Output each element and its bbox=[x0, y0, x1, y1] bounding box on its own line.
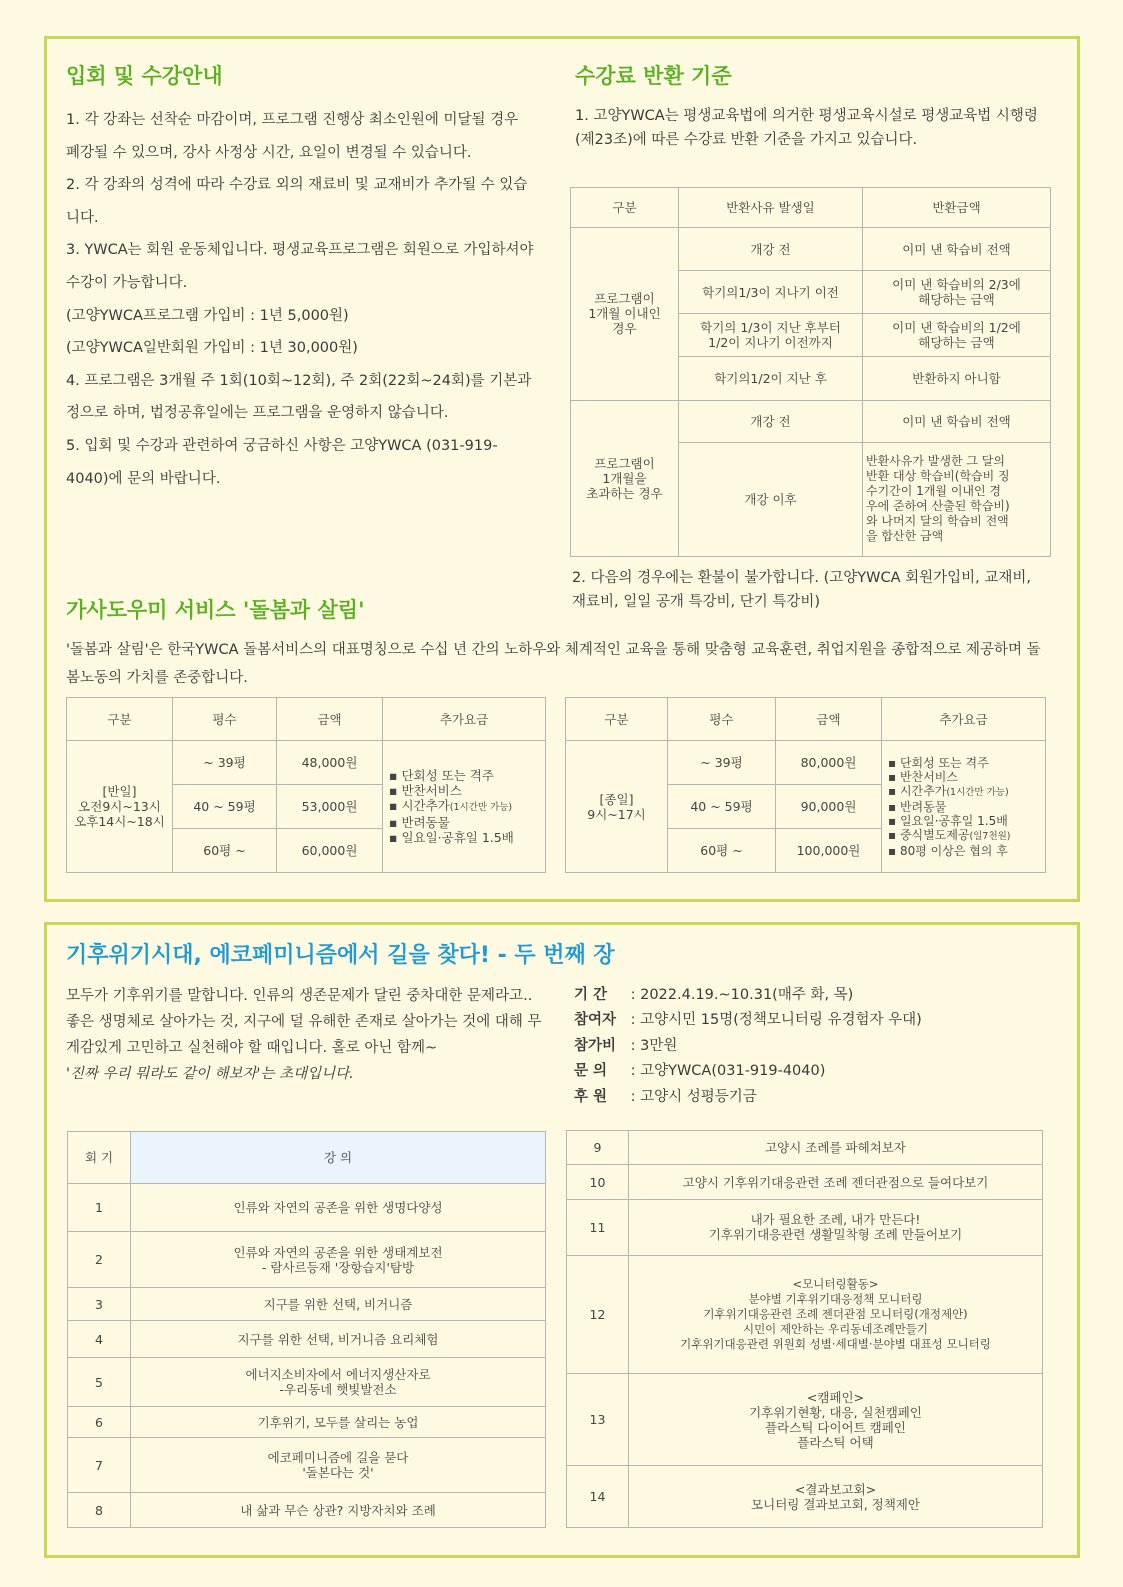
table-cell: 개강 전 bbox=[679, 400, 863, 442]
table-cell: 반환하지 아니함 bbox=[863, 357, 1051, 400]
table-cell: 이미 낸 학습비 전액 bbox=[863, 400, 1051, 442]
refund-intro: 1. 고양YWCA는 평생교육법에 의거한 평생교육시설로 평생교육법 시행령(제23조)에 따른 수강료 반환 기준을 가지고 있습니다. bbox=[575, 108, 1038, 148]
table-cell: 인류와 자연의 공존을 위한 생명다양성 bbox=[131, 1184, 546, 1232]
table-cell: 내 삶과 무슨 상관? 지방자치와 조례 bbox=[131, 1493, 546, 1528]
climate-desc-text: 모두가 기후위기를 말합니다. 인류의 생존문제가 달린 중차대한 문제라고.. 좋은 생명체로 살아가는 것, 지구에 덜 유해한 존재로 살아가는 것에 대해 무게감있게 고민하고 실천해야 할 때입니다. 홀로 아닌 함께~ bbox=[66, 988, 542, 1056]
service-category: [반일] 오전9시~13시 오후14시~18시 bbox=[67, 741, 173, 873]
extra-fee: 80평 이상은 협의 후 bbox=[899, 843, 1008, 858]
table-cell: <캠페인> 기후위기현황, 대응, 실천캠페인 플라스틱 다이어트 캠페인 플라스틱 어택 bbox=[629, 1374, 1043, 1466]
table-header: 반환사유 발생일 bbox=[679, 188, 863, 228]
table-cell: 개강 이후 bbox=[679, 442, 863, 556]
enrollment-item: 5. 입회 및 수강과 관련하여 궁금하신 사항은 고양YWCA (031-919-4040)에 문의 바랍니다. bbox=[66, 437, 498, 487]
extra-fee: 반찬서비스 bbox=[401, 783, 462, 798]
refund-group: 프로그램이 1개월을 초과하는 경우 bbox=[571, 400, 679, 556]
table-header: 추가요금 bbox=[882, 698, 1046, 741]
housekeeping-title: 가사도우미 서비스 '돌봄과 살림' bbox=[66, 598, 365, 622]
enrollment-title: 입회 및 수강안내 bbox=[66, 64, 223, 88]
table-cell: 6 bbox=[68, 1407, 131, 1438]
table-header: 반환금액 bbox=[863, 188, 1051, 228]
table-header: 금액 bbox=[776, 698, 882, 741]
table-cell: 지구를 위한 선택, 비거니즘 bbox=[131, 1288, 546, 1321]
housekeeping-desc: '돌봄과 살림'은 한국YWCA 돌봄서비스의 대표명칭으로 수십 년 간의 노하우와 체계적인 교육을 통해 맞춤형 교육훈련, 취업지원을 종합적으로 제공하며 돌봄노동의 가치를 존중합니다. bbox=[66, 642, 1041, 686]
enrollment-item: 4. 프로그램은 3개월 주 1회(10회~12회), 주 2회(22회~24회)를 기본과정으로 하며, 법정공휴일에는 프로그램을 운영하지 않습니다. bbox=[66, 372, 532, 422]
table-cell: 40 ~ 59평 bbox=[173, 785, 277, 829]
table-cell: 100,000원 bbox=[776, 829, 882, 873]
table-cell: 14 bbox=[567, 1466, 629, 1528]
lecture-table-left bbox=[67, 1131, 546, 1528]
extra-fees-list: ▪ 단회성 또는 격주 ▪ 반찬서비스 ▪ 시간추가(1시간만 가능) ▪ 반려동물 ▪ 일요일·공휴일 1.5배 bbox=[383, 741, 546, 873]
enrollment-item: 3. YWCA는 회원 운동체입니다. 평생교육프로그램은 회원으로 가입하셔야 수강이 가능합니다. bbox=[66, 242, 534, 291]
extra-fee: 반려동물 bbox=[401, 815, 450, 830]
table-header: 구분 bbox=[67, 698, 173, 741]
table-header: 금액 bbox=[277, 698, 383, 741]
info-row-contact: 문 의 : 고양YWCA(031-919-4040) bbox=[574, 1063, 826, 1079]
info-row-sponsor: 후 원 : 고양시 성평등기금 bbox=[574, 1089, 757, 1105]
table-cell: 고양시 조례를 파헤쳐보자 bbox=[629, 1131, 1043, 1165]
table-header: 강 의 bbox=[131, 1132, 546, 1184]
table-cell: 53,000원 bbox=[277, 785, 383, 829]
enrollment-item: 1. 각 강좌는 선착순 마감이며, 프로그램 진행상 최소인원에 미달될 경우 폐강될 수 있으며, 강사 사정상 시간, 요일이 변경될 수 있습니다. bbox=[66, 112, 519, 161]
table-cell: 이미 낸 학습비 전액 bbox=[863, 228, 1051, 271]
extra-fee: 시간추가 bbox=[401, 798, 450, 813]
lecture-table-right bbox=[566, 1130, 1043, 1528]
table-cell: ~ 39평 bbox=[668, 741, 776, 785]
refund-table bbox=[570, 187, 1051, 557]
table-cell: 학기의1/2이 지난 후 bbox=[679, 357, 863, 400]
extra-fee: 시간추가 bbox=[899, 783, 947, 798]
table-cell: 5 bbox=[68, 1358, 131, 1407]
extra-fee: 단회성 또는 격주 bbox=[401, 768, 494, 783]
table-cell: ~ 39평 bbox=[173, 741, 277, 785]
table-cell: <모니터링활동> 분야별 기후위기대응정책 모니터링 기후위기대응관련 조례 젠더관점 모니터링(개정제안) 시민이 제안하는 우리동네조례만들기 기후위기대응관련 위원회 성별·세대별·분야별 대표성 모니터링 bbox=[629, 1255, 1043, 1373]
service-category: [종일] 9시~17시 bbox=[566, 741, 668, 873]
table-header: 평수 bbox=[173, 698, 277, 741]
table-cell: 이미 낸 학습비의 1/2에 해당하는 금액 bbox=[863, 314, 1051, 357]
refund-title: 수강료 반환 기준 bbox=[575, 64, 732, 88]
extra-fee: 단회성 또는 격주 bbox=[899, 755, 989, 770]
table-cell: 기후위기, 모두를 살리는 농업 bbox=[131, 1407, 546, 1438]
table-cell: 2 bbox=[68, 1232, 131, 1288]
table-cell: 10 bbox=[567, 1165, 629, 1199]
table-cell: 학기의1/3이 지나기 이전 bbox=[679, 271, 863, 314]
info-row-fee: 참가비 : 3만원 bbox=[574, 1038, 678, 1054]
table-cell: 40 ~ 59평 bbox=[668, 785, 776, 829]
table-cell: 9 bbox=[567, 1131, 629, 1165]
table-cell: 1 bbox=[68, 1184, 131, 1232]
fullday-price-table bbox=[565, 697, 1046, 873]
table-cell: 인류와 자연의 공존을 위한 생태계보전 - 람사르등재 '장항습지'탐방 bbox=[131, 1232, 546, 1288]
table-header: 평수 bbox=[668, 698, 776, 741]
climate-invite-text: '진짜 우리 뭐라도 같이 해보자'는 초대입니다. bbox=[66, 1066, 354, 1082]
table-cell: 8 bbox=[68, 1493, 131, 1528]
table-cell: 고양시 기후위기대응관련 조례 젠더관점으로 들여다보기 bbox=[629, 1165, 1043, 1199]
table-cell: 60평 ~ bbox=[668, 829, 776, 873]
table-cell: 7 bbox=[68, 1438, 131, 1493]
enrollment-item: (고양YWCA일반회원 가입비 : 1년 30,000원) bbox=[66, 340, 358, 357]
table-header: 구분 bbox=[571, 188, 679, 228]
table-cell: 에너지소비자에서 에너지생산자로 -우리동네 햇빛발전소 bbox=[131, 1358, 546, 1407]
extra-fee: 일요일·공휴일 1.5배 bbox=[401, 830, 514, 845]
enrollment-text bbox=[66, 104, 536, 495]
info-row-period: 기 간 : 2022.4.19.~10.31(매주 화, 목) bbox=[574, 987, 854, 1003]
extra-fee: 반려동물 bbox=[899, 799, 947, 814]
table-cell: 60평 ~ bbox=[173, 829, 277, 873]
climate-desc bbox=[66, 983, 546, 1087]
extra-fee-note: (1시간만 가능) bbox=[946, 786, 1009, 798]
refund-group: 프로그램이 1개월 이내인 경우 bbox=[571, 228, 679, 400]
extra-fee: 일요일·공휴일 1.5배 bbox=[899, 813, 1008, 828]
table-header: 회 기 bbox=[68, 1132, 131, 1184]
enrollment-item: 2. 각 강좌의 성격에 따라 수강료 외의 재료비 및 교재비가 추가될 수 있습니다. bbox=[66, 177, 528, 226]
extra-fee: 중식별도제공 bbox=[899, 827, 970, 842]
table-cell: 반환사유가 발생한 그 달의 반환 대상 학습비(학습비 징 수기간이 1개월 이내인 경 우에 준하여 산출된 학습비) 와 나머지 달의 학습비 전액 을 합산한 금액 bbox=[863, 442, 1051, 556]
table-cell: 내가 필요한 조례, 내가 만든다! 기후위기대응관련 생활밀착형 조례 만들어보기 bbox=[629, 1199, 1043, 1255]
extra-fee-note: (일7천원) bbox=[969, 830, 1011, 842]
table-cell: 80,000원 bbox=[776, 741, 882, 785]
table-cell: 학기의 1/3이 지난 후부터 1/2이 지나기 이전까지 bbox=[679, 314, 863, 357]
table-cell: 11 bbox=[567, 1199, 629, 1255]
table-cell: <결과보고회> 모니터링 결과보고회, 정책제안 bbox=[629, 1466, 1043, 1528]
info-row-participants: 참여자 : 고양시민 15명(정책모니터링 유경험자 우대) bbox=[574, 1012, 922, 1028]
table-cell: 에코페미니즘에 길을 묻다 '돌본다는 것' bbox=[131, 1438, 546, 1493]
enrollment-item: (고양YWCA프로그램 가입비 : 1년 5,000원) bbox=[66, 307, 349, 324]
table-cell: 90,000원 bbox=[776, 785, 882, 829]
table-cell: 3 bbox=[68, 1288, 131, 1321]
extra-fees-list: ▪ 단회성 또는 격주 ▪ 반찬서비스 ▪ 시간추가(1시간만 가능) ▪ 반려동물 ▪ 일요일·공휴일 1.5배 ▪ 중식별도제공(일7천원) ▪ 80평 이상은 협의 후 bbox=[882, 741, 1046, 873]
table-header: 구분 bbox=[566, 698, 668, 741]
table-cell: 4 bbox=[68, 1321, 131, 1358]
climate-title: 기후위기시대, 에코페미니즘에서 길을 찾다! - 두 번째 장 bbox=[66, 943, 615, 968]
halfday-price-table bbox=[66, 697, 546, 873]
table-cell: 지구를 위한 선택, 비거니즘 요리체험 bbox=[131, 1321, 546, 1358]
extra-fee-note: (1시간만 가능) bbox=[449, 802, 513, 813]
extra-fee: 반찬서비스 bbox=[899, 769, 958, 784]
table-cell: 60,000원 bbox=[277, 829, 383, 873]
table-cell: 48,000원 bbox=[277, 741, 383, 785]
refund-note: 2. 다음의 경우에는 환불이 불가합니다. (고양YWCA 회원가입비, 교재비, 재료비, 일일 공개 특강비, 단기 특강비) bbox=[572, 570, 1031, 610]
table-cell: 이미 낸 학습비의 2/3에 해당하는 금액 bbox=[863, 271, 1051, 314]
table-cell: 12 bbox=[567, 1255, 629, 1373]
table-header: 추가요금 bbox=[383, 698, 546, 741]
table-cell: 13 bbox=[567, 1374, 629, 1466]
table-cell: 개강 전 bbox=[679, 228, 863, 271]
